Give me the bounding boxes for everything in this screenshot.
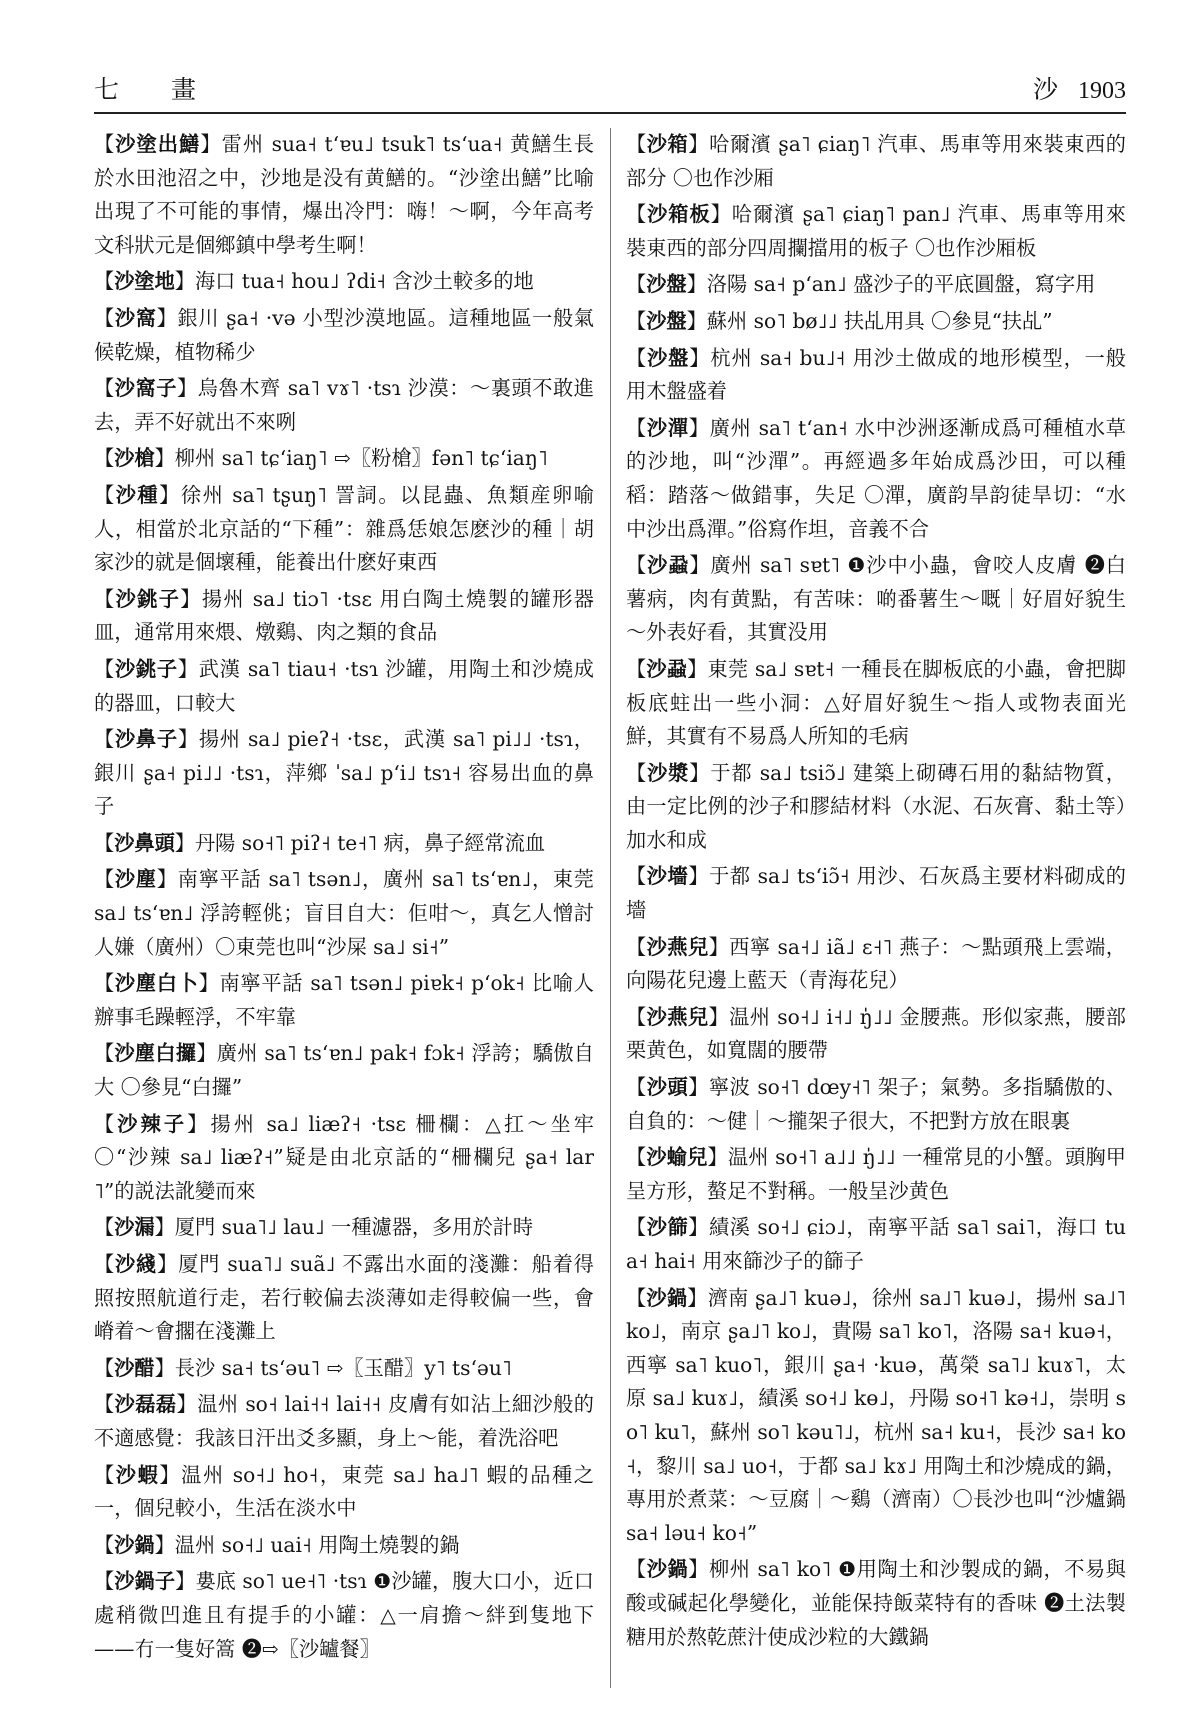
dictionary-entry: [626, 1001, 1126, 1068]
entry-definition: 温州 so˧ lai˧˧ lai˧˧ 皮膚有如沾上細沙般的不適感覺：我該日汗出爻多顯，身上～能，着洗浴吧: [94, 1392, 594, 1450]
entry-definition: 丹陽 so˧˥ piʔ˧ te˧˥ 病，鼻子經常流血: [194, 830, 546, 855]
dictionary-entry: [94, 442, 594, 476]
dictionary-entry: [626, 305, 1126, 339]
entry-definition: 績溪 so˧˩ ɕiɔ˩，南寧平話 sa˥ sai˥，海口 tua˧ hai˧ 用來篩沙子的篩子: [626, 1215, 1126, 1273]
entry-headword: 【沙塵】: [94, 867, 178, 892]
entry-definition: 烏魯木齊 sa˥ vɤ˥ ·tsɿ 沙漠：～裏頭不敢進去，弄不好就出不來咧: [94, 376, 594, 434]
page-guide: [1033, 70, 1126, 106]
dictionary-entry: [94, 653, 594, 720]
entry-definition: 柳州 sa˥ tɕʻiaŋ˥ ⇨〖粉槍〗fən˥ tɕʻiaŋ˥: [174, 446, 548, 471]
dictionary-entry: [94, 302, 594, 369]
entry-headword: 【沙潬】: [626, 415, 710, 440]
entry-definition: 寧波 so˧˥ dœy˧˥ 架子；氣勢。多指驕傲的、自負的：～健｜～攏架子很大，不把對方放在眼裏: [626, 1075, 1126, 1133]
dictionary-entry: [626, 1141, 1126, 1208]
dictionary-entry: [94, 1037, 594, 1104]
entry-definition: 温州 so˧˩ ho˧，東莞 sa˩ ha˩˥ 蝦的品種之一，個兒較小，生活在淡水中: [94, 1462, 594, 1521]
entry-definition: 洛陽 sa˧ pʻan˩ 盛沙子的平底圓盤，寫字用: [706, 272, 1096, 297]
entry-definition: 銀川 ʂa˧ ·və 小型沙漠地區。這種地區一般氣候乾燥，植物稀少: [94, 305, 594, 364]
entry-definition: 厦門 sua˥˩ suã˩ 不露出水面的淺灘：船着得照按照航道行走，若行較偏去淡薄如走得較偏一些，會嵴着～會擱在淺灘上: [94, 1252, 594, 1344]
entry-headword: 【沙綫】: [94, 1252, 179, 1276]
entry-headword: 【沙鍋】: [626, 1557, 709, 1582]
entry-definition: 于都 sa˩ tsʻiɔ̃˧ 用沙、石灰爲主要材料砌成的墻: [626, 864, 1126, 923]
entry-definition: 雷州 sua˧ tʻɐu˩ tsuk˥ tsʻua˧ 黄鱔生長於水田池沼之中，沙地是没有黄鱔的。“沙塗出鱔”比喻出現了不可能的事情，爆出冷門：嗨！～啊，今年高考文科狀元是個鄉鎮中學考生啊！: [94, 132, 594, 257]
entry-headword: 【沙箱板】: [626, 202, 732, 227]
dictionary-entry: [626, 549, 1126, 650]
dictionary-entry: [94, 967, 594, 1034]
entry-headword: 【沙燕兒】: [626, 934, 730, 959]
entry-headword: 【沙蝨】: [626, 656, 708, 681]
dictionary-entry: [94, 723, 594, 824]
entry-headword: 【沙鍋】: [94, 1532, 175, 1557]
entry-definition: 長沙 sa˧ tsʻəu˥ ⇨〖玉醋〗y˥ tsʻəu˥: [174, 1355, 512, 1380]
entry-definition: 濟南 ʂa˩˥ kuə˩，徐州 sa˩˥ kuə˩，揚州 sa˩˥ ko˩，南京 ʂa˩˥ ko˩，貴陽 sa˥ ko˥，洛陽 sa˧ kuə˧，西寧 sa˥ kuo˥，銀川 ʂa˧ ·kuə，萬榮 sa˥˩ kuɤ˥，太原 sa˩ kuɤ˩，績溪 so˧˩ kɵ˩，丹陽 so˧˥ kə˧˩，崇明 so˥ ku˥，蘇州 so˥ kəu˥˩，杭州 sa˧ ku˧，長沙 sa˧ ko˧，黎川 sa˩ uo˧，于都 sa˩ kɤ˩ 用陶土和沙燒成的鍋，專用於煮菜：～豆腐｜～鷄（濟南）〇長沙也叫“沙爐鍋 sa˧ ləu˧ ko˧”: [626, 1285, 1126, 1545]
entry-definition: 廣州 sa˥ sɐt˥ ❶沙中小蟲，會咬人皮膚 ❷白薯病，肉有黄點，有苦味：啲番薯生～嘅｜好眉好貌生～外表好看，其實没用: [626, 553, 1126, 645]
entry-definition: 徐州 sa˥ tʂuŋ˥ 詈詞。以昆蟲、魚類産卵喻人，相當於北京話的“下種”：雜爲恁娘怎麽沙的種｜胡家沙的就是個壞種，能養出什麽好東西: [94, 482, 594, 575]
guide-character: 沙: [1032, 75, 1058, 104]
entry-definition: 杭州 sa˧ bu˩˧ 用沙土做成的地形模型，一般用木盤盛着: [626, 345, 1126, 404]
dictionary-entry: [626, 1282, 1126, 1551]
dictionary-entry: [94, 479, 594, 580]
entry-definition: 于都 sa˩ tsiɔ̃˩ 建築上砌磚石用的黏結物質，由一定比例的沙子和膠結材料（水泥、石灰膏、黏土等）加水和成: [626, 760, 1126, 852]
entry-headword: 【沙塵白卜】: [94, 971, 220, 996]
entry-headword: 【沙盤】: [626, 308, 707, 333]
entry-headword: 【沙蝦】: [94, 1462, 182, 1487]
left-column: [94, 128, 594, 1708]
entry-definition: 南寧平話 sa˥ tsən˩，廣州 sa˥ tsʻɐn˩，東莞 sa˩ tsʻɐn˩ 浮誇輕佻；盲目自大：佢咁～，真乞人憎討人嫌（廣州）〇東莞也叫“沙屎 sa˩ si˧”: [94, 867, 594, 959]
column-divider: [610, 128, 611, 1688]
dictionary-entry: [626, 342, 1126, 409]
entry-headword: 【沙塗出鱔】: [94, 132, 222, 156]
entry-headword: 【沙鼻子】: [94, 727, 199, 752]
entry-headword: 【沙辣子】: [94, 1111, 211, 1136]
dictionary-entry: [626, 268, 1126, 302]
entry-definition: 揚州 sa˩ tiɔ˥ ·tsɛ 用白陶土燒製的罐形器皿，通常用來煨、燉鷄、肉之類的食品: [94, 586, 594, 645]
entry-definition: 東莞 sa˩ sɐt˧ 一種長在脚板底的小蟲，會把脚板底蛀出一些小洞：△好眉好貌生～指人或物表面光鮮，其實有不易爲人所知的毛病: [626, 656, 1126, 749]
dictionary-entry: [94, 1211, 594, 1245]
entry-definition: 廣州 sa˥ tʻan˧ 水中沙洲逐漸成爲可種植水草的沙地，叫“沙潬”。再經過多年始成爲沙田，可以種稻：踏落～做錯事，失足 〇潬，廣韵旱韵徒旱切：“水中沙出爲潬。”俗寫作坦，音義不合: [626, 415, 1126, 541]
entry-headword: 【沙墻】: [626, 864, 710, 889]
entry-headword: 【沙頭】: [626, 1075, 709, 1100]
entry-headword: 【沙銚子】: [94, 586, 202, 611]
dictionary-entry: [94, 1529, 594, 1563]
entry-headword: 【沙槍】: [94, 446, 175, 471]
entry-definition: 廣州 sa˥ tsʻɐn˩ pak˧ fɔk˧ 浮誇；驕傲自大 〇參見“白攞”: [94, 1041, 594, 1100]
dictionary-entry: [94, 1248, 594, 1349]
dictionary-entry: [94, 583, 594, 650]
entry-headword: 【沙篩】: [626, 1215, 709, 1240]
dictionary-entry: [94, 1565, 594, 1666]
dictionary-entry: [94, 372, 594, 439]
entry-headword: 【沙漿】: [626, 760, 711, 785]
entry-headword: 【沙磊磊】: [94, 1392, 198, 1417]
entry-headword: 【沙窩子】: [94, 376, 198, 401]
dictionary-entry: [94, 1388, 594, 1455]
entry-definition: 西寧 sa˧˩ iã˩ ɛ˧˥ 燕子：～點頭飛上雲端，向陽花兒邊上藍天（青海花兒）: [626, 934, 1126, 993]
dictionary-entry: [94, 863, 594, 964]
entry-headword: 【沙塗地】: [94, 269, 195, 294]
dictionary-entry: [94, 265, 594, 299]
dictionary-entry: [94, 1108, 594, 1209]
dictionary-entry: [626, 931, 1126, 998]
entry-headword: 【沙醋】: [94, 1355, 175, 1380]
entry-definition: 哈爾濱 ʂa˥ ɕiaŋ˥ pan˩ 汽車、馬車等用來裝東西的部分四周攔擋用的板子 〇也作沙厢板: [626, 202, 1126, 260]
dictionary-entry: [626, 757, 1126, 858]
entry-headword: 【沙窩】: [94, 305, 178, 330]
entry-definition: 厦門 sua˥˩ lau˩ 一種濾器，多用於計時: [174, 1215, 534, 1240]
entry-headword: 【沙箱】: [626, 132, 710, 156]
entry-columns: [94, 128, 1126, 1708]
stroke-count-heading: 七 畫: [94, 75, 218, 104]
dictionary-entry: [626, 860, 1126, 927]
entry-definition: 蘇州 so˥ bø˩˩ 扶乩用具 〇參見“扶乩”: [706, 308, 1053, 333]
dictionary-entry: [94, 128, 594, 262]
dictionary-entry: [626, 1553, 1126, 1654]
page-number: 1903: [1078, 78, 1126, 104]
entry-definition: 揚州 sa˩ pieʔ˧ ·tsɛ，武漢 sa˥ pi˩˩ ·tsɿ，銀川 ʂa˧ pi˩˩ ·tsɿ，萍鄉 ˈsa˩ pʻi˩ tsɿ˧ 容易出血的鼻子: [94, 727, 594, 819]
entry-definition: 婁底 so˥ ue˧˥ ·tsɿ ❶沙罐，腹大口小，近口處稍微凹進且有提手的小罐：△一肩擔～絆到隻地下——冇一隻好篙 ❷⇨〖沙罏餐〗: [94, 1569, 594, 1661]
entry-definition: 柳州 sa˥ ko˥ ❶用陶土和沙製成的鍋，不易與酸或碱起化學變化，並能保持飯菜特有的香味 ❷土法製糖用於熬乾蔗汁使成沙粒的大鐵鍋: [626, 1557, 1126, 1649]
running-head: [94, 62, 1126, 114]
dictionary-entry: [626, 128, 1126, 195]
entry-headword: 【沙燕兒】: [626, 1004, 730, 1029]
entry-headword: 【沙鍋子】: [94, 1569, 196, 1594]
entry-headword: 【沙鍋】: [626, 1285, 708, 1310]
dictionary-entry: [626, 1071, 1126, 1138]
entry-definition: 哈爾濱 ʂa˥ ɕiaŋ˥ 汽車、馬車等用來裝東西的部分 〇也作沙厢: [626, 132, 1126, 190]
entry-headword: 【沙銚子】: [94, 656, 199, 681]
entry-definition: 南寧平話 sa˥ tsən˩ piɐk˧ pʻok˧ 比喻人辦事毛躁輕浮，不牢靠: [94, 971, 594, 1029]
entry-headword: 【沙蝓兒】: [626, 1145, 728, 1170]
right-column: [626, 128, 1126, 1708]
entry-headword: 【沙盤】: [626, 345, 711, 370]
entry-headword: 【沙漏】: [94, 1215, 175, 1240]
entry-headword: 【沙盤】: [626, 272, 707, 297]
dictionary-entry: [626, 412, 1126, 546]
entry-definition: 揚州 sa˩ liæʔ˧ ·tsɛ 柵欄：△扛～坐牢 〇“沙辣 sa˩ liæʔ˧”疑是由北京話的“柵欄兒 ʂa˧ lar˥”的説法訛變而來: [94, 1111, 594, 1203]
entry-headword: 【沙鼻頭】: [94, 830, 195, 855]
entry-definition: 武漢 sa˥ tiau˧ ·tsɿ 沙罐，用陶土和沙燒成的器皿，口較大: [94, 656, 594, 715]
dictionary-entry: [94, 827, 594, 861]
dictionary-entry: [94, 1352, 594, 1386]
entry-headword: 【沙種】: [94, 482, 181, 507]
entry-headword: 【沙塵白攞】: [94, 1041, 217, 1066]
dictionary-entry: [626, 198, 1126, 265]
entry-definition: 温州 so˧˥ a˩˩ ŋ̍˩˩ 一種常見的小蟹。頭胸甲呈方形，螯足不對稱。一般呈沙黄色: [626, 1145, 1126, 1203]
dictionary-entry: [626, 1211, 1126, 1278]
entry-definition: 温州 so˧˩ uai˧ 用陶土燒製的鍋: [174, 1532, 460, 1557]
entry-definition: 海口 tua˧ hou˩ ʔdi˧ 含沙土較多的地: [194, 269, 534, 294]
dictionary-entry: [94, 1459, 594, 1526]
entry-definition: 温州 so˧˩ i˧˩ ŋ̍˩˩ 金腰燕。形似家燕，腰部栗黄色，如寬闊的腰帶: [626, 1004, 1126, 1063]
dictionary-entry: [626, 653, 1126, 754]
entry-headword: 【沙蝨】: [626, 553, 711, 578]
